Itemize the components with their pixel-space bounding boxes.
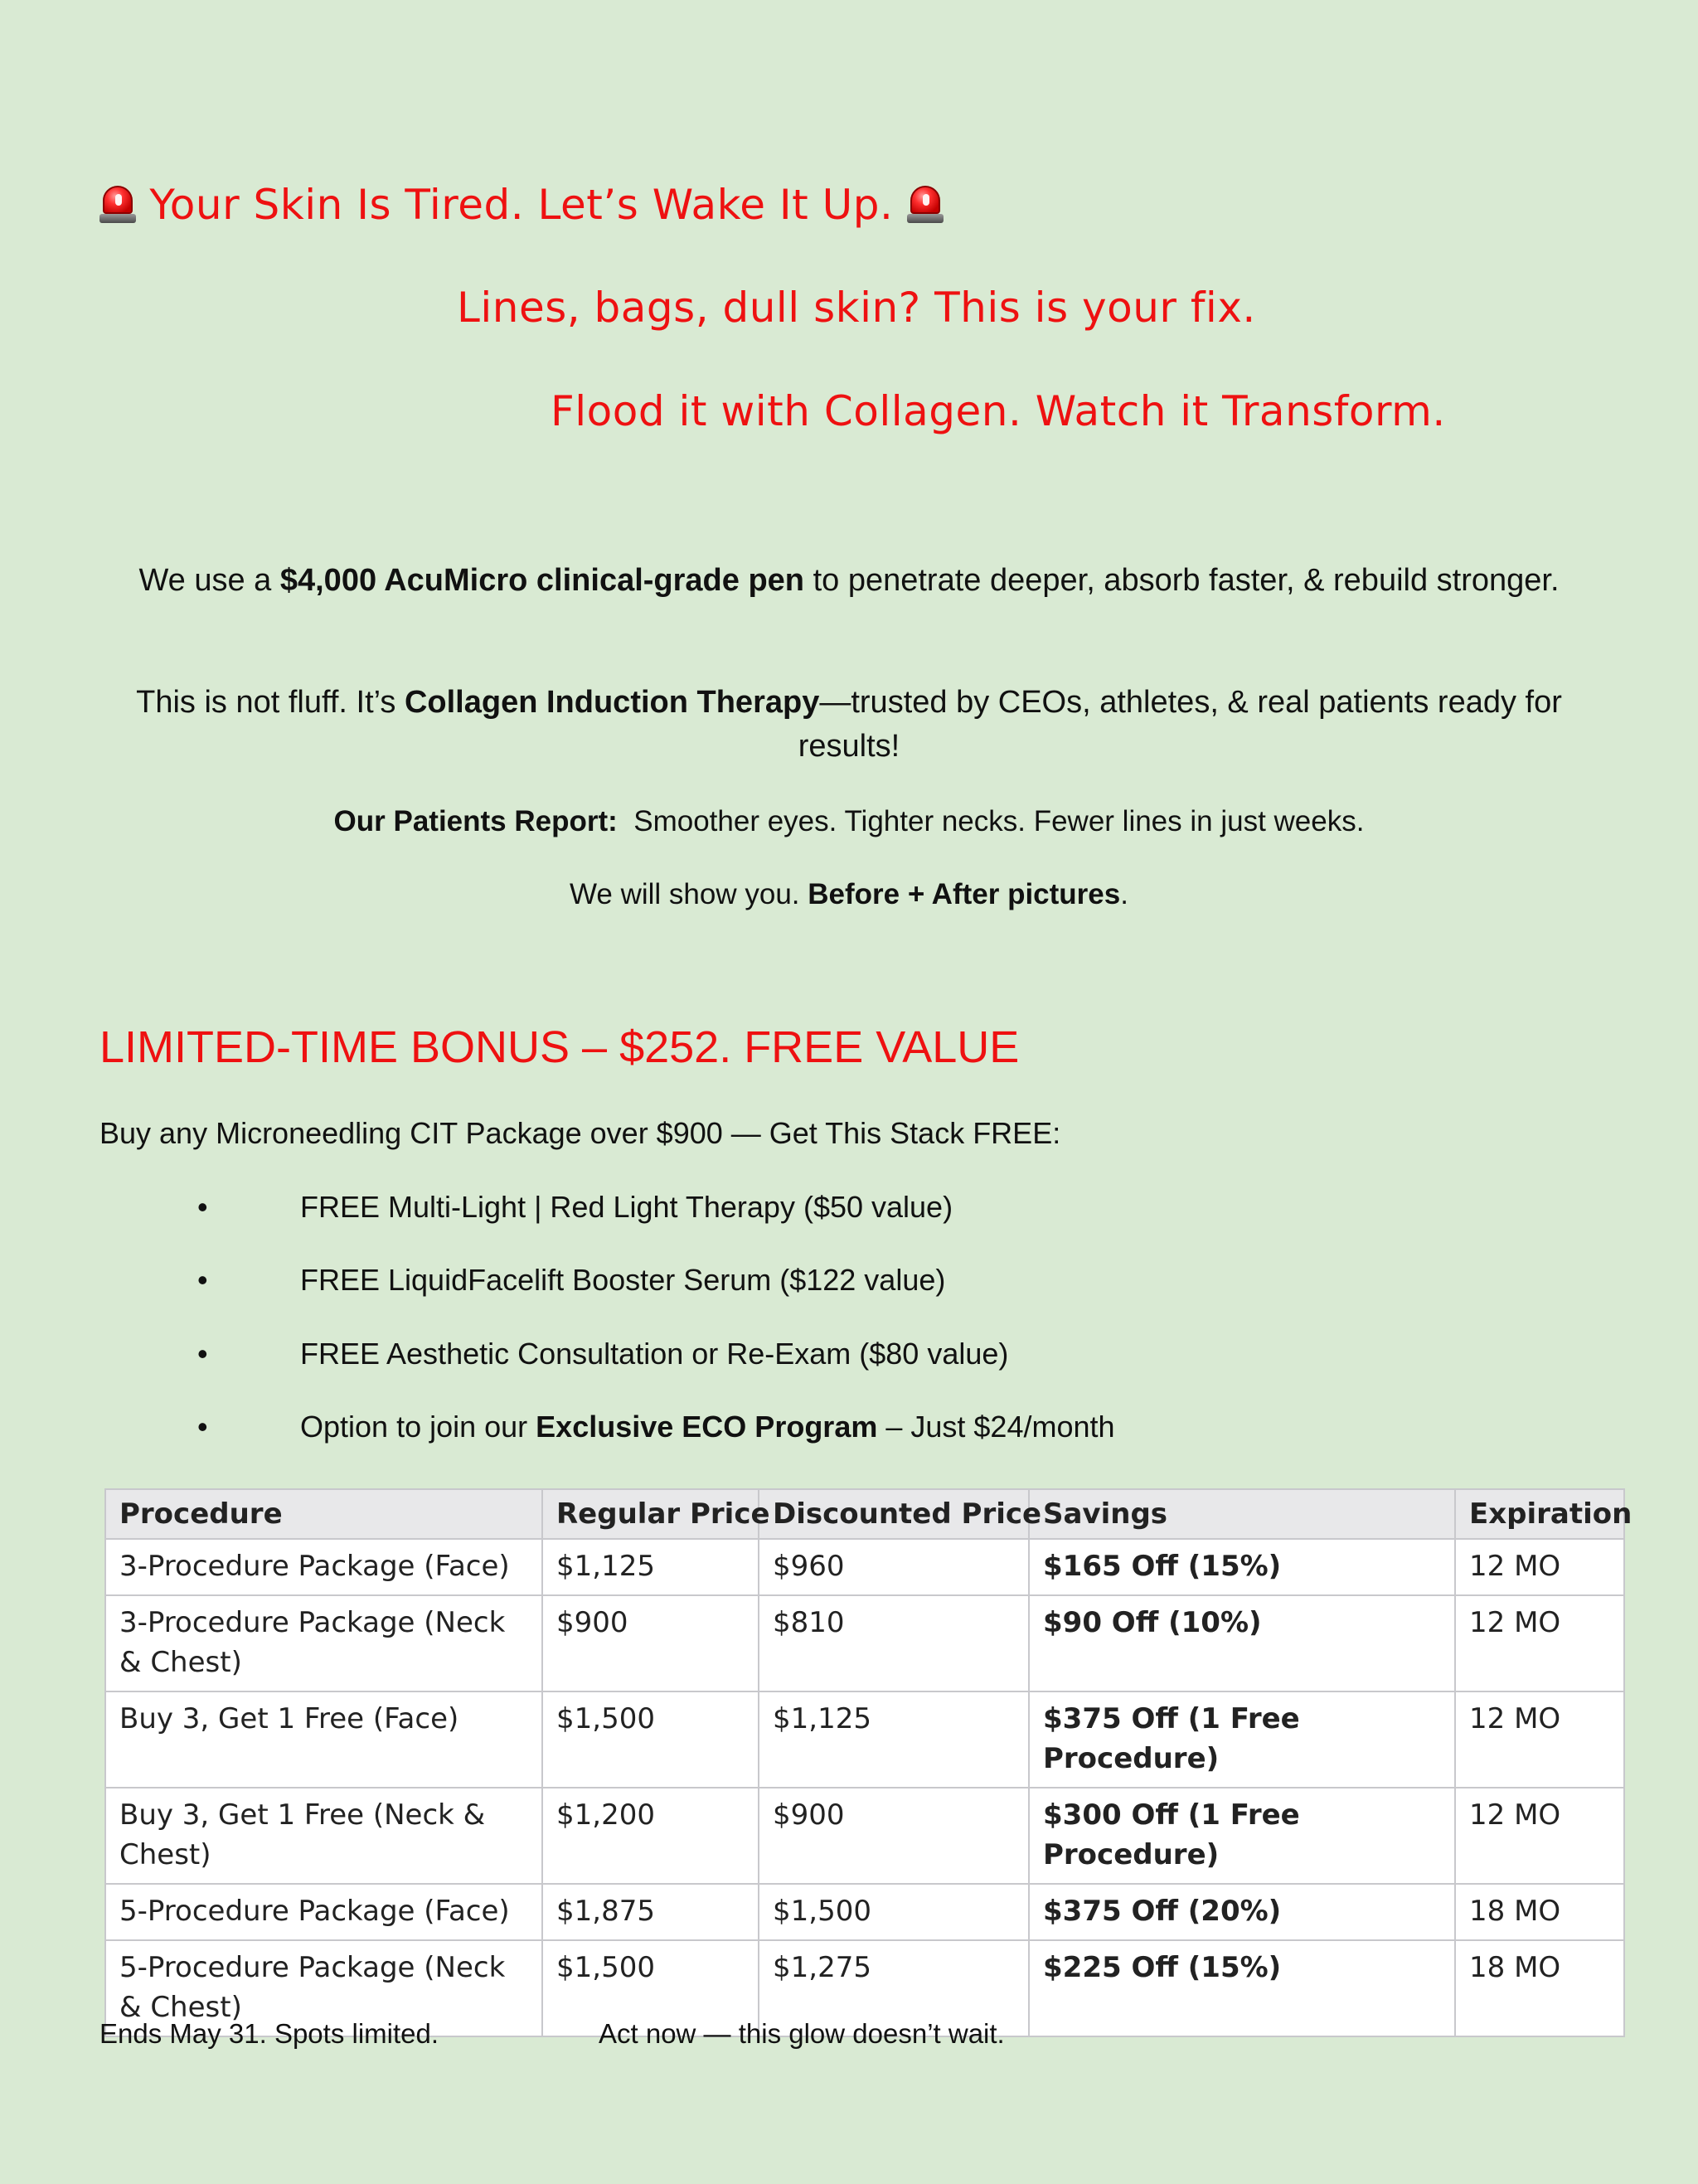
procedure-cell: Buy 3, Get 1 Free (Face) [105, 1691, 542, 1788]
regular-price-cell: $1,500 [542, 1940, 759, 2036]
discounted-price-cell: $1,500 [759, 1884, 1029, 1940]
discounted-price-cell: $960 [759, 1539, 1029, 1595]
expiration-cell: 12 MO [1455, 1539, 1624, 1595]
headline-main-text: Your Skin Is Tired. Let’s Wake It Up. [149, 181, 894, 229]
bullet-icon: • [197, 1337, 208, 1371]
column-header: Discounted Price [759, 1489, 1029, 1539]
column-header: Procedure [105, 1489, 542, 1539]
regular-price-cell: $900 [542, 1595, 759, 1691]
savings-cell: $375 Off (1 Free Procedure) [1029, 1691, 1455, 1788]
savings-cell: $165 Off (15%) [1029, 1539, 1455, 1595]
discounted-price-cell: $1,125 [759, 1691, 1029, 1788]
intro-p1-text: We use a [138, 563, 280, 598]
bullet-icon: • [197, 1410, 208, 1444]
footer-deadline: Ends May 31. Spots limited. [99, 2018, 439, 2049]
expiration-cell: 12 MO [1455, 1595, 1624, 1691]
expiration-cell: 18 MO [1455, 1940, 1624, 2036]
column-header: Expiration [1455, 1489, 1624, 1539]
procedure-cell: Buy 3, Get 1 Free (Neck & Chest) [105, 1788, 542, 1884]
savings-cell: $300 Off (1 Free Procedure) [1029, 1788, 1455, 1884]
discounted-price-cell: $810 [759, 1595, 1029, 1691]
bonus-item-text [300, 1410, 1115, 1444]
procedure-cell: 5-Procedure Package (Neck & Chest) [105, 1940, 542, 2036]
intro-p2-text: This is not fluff. It’s [136, 685, 405, 720]
regular-price-cell: $1,875 [542, 1884, 759, 1940]
table-row [105, 1788, 1624, 1884]
intro-p4-period: . [1120, 878, 1128, 910]
procedure-cell: 3-Procedure Package (Face) [105, 1539, 542, 1595]
savings-cell: $375 Off (20%) [1029, 1884, 1455, 1940]
patients-report-text: Smoother eyes. Tighter necks. Fewer lines in just weeks. [633, 805, 1365, 837]
expiration-cell: 18 MO [1455, 1884, 1624, 1940]
intro-paragraph-3 [108, 799, 1590, 843]
regular-price-cell: $1,500 [542, 1691, 759, 1788]
intro-p2-text-end: —trusted by CEOs, athletes, & real patients ready for results! [798, 685, 1562, 764]
discounted-price-cell: $900 [759, 1788, 1029, 1884]
eco-text: Option to join our [300, 1410, 536, 1444]
patients-report-label: Our Patients Report: [333, 805, 618, 837]
intro-p1-text-end: to penetrate deeper, absorb faster, & rebuild stronger. [804, 563, 1560, 598]
siren-icon [99, 182, 136, 224]
before-after-link-text: Before + After pictures [808, 878, 1121, 910]
price-table [104, 1488, 1633, 2037]
bonus-item-text: FREE Aesthetic Consultation or Re-Exam ($80 value) [300, 1337, 1009, 1371]
bullet-icon: • [197, 1190, 208, 1224]
intro-p1-bold: $4,000 AcuMicro clinical-grade pen [279, 563, 805, 598]
headline-main [99, 181, 944, 229]
eco-program-name: Exclusive ECO Program [536, 1410, 878, 1444]
column-header: Savings [1029, 1489, 1455, 1539]
headline-line2: Lines, bags, dull skin? This is your fix. [457, 284, 1256, 332]
savings-cell: $225 Off (15%) [1029, 1940, 1455, 2036]
column-header: Regular Price [542, 1489, 759, 1539]
intro-paragraph-2 [108, 681, 1590, 769]
procedure-cell: 5-Procedure Package (Face) [105, 1884, 542, 1940]
savings-cell: $90 Off (10%) [1029, 1595, 1455, 1691]
bonus-title: LIMITED-TIME BONUS – $252. FREE VALUE [99, 1022, 1020, 1072]
intro-p2-bold: Collagen Induction Therapy [404, 685, 820, 720]
siren-icon [907, 182, 944, 224]
bonus-item-text: FREE LiquidFacelift Booster Serum ($122 value) [300, 1263, 946, 1297]
table-row [105, 1691, 1624, 1788]
intro-paragraph-4 [108, 872, 1590, 916]
bonus-item-text: FREE Multi-Light | Red Light Therapy ($50 value) [300, 1190, 953, 1224]
bonus-subtitle: Buy any Microneedling CIT Package over $900 — Get This Stack FREE: [99, 1116, 1061, 1150]
intro-paragraph-1 [108, 559, 1590, 603]
table-row [105, 1539, 1624, 1595]
table-row [105, 1884, 1624, 1940]
regular-price-cell: $1,200 [542, 1788, 759, 1884]
footer-cta: Act now — this glow doesn’t wait. [599, 2018, 1005, 2049]
intro-p4-text: We will show you. [570, 878, 808, 910]
bullet-icon: • [197, 1263, 208, 1297]
expiration-cell: 12 MO [1455, 1788, 1624, 1884]
eco-price-text: – Just $24/month [877, 1410, 1115, 1444]
headline-line3: Flood it with Collagen. Watch it Transform. [551, 387, 1446, 435]
table-header-row [105, 1489, 1624, 1539]
procedure-cell: 3-Procedure Package (Neck & Chest) [105, 1595, 542, 1691]
regular-price-cell: $1,125 [542, 1539, 759, 1595]
expiration-cell: 12 MO [1455, 1691, 1624, 1788]
table-row [105, 1595, 1624, 1691]
discounted-price-cell: $1,275 [759, 1940, 1029, 2036]
